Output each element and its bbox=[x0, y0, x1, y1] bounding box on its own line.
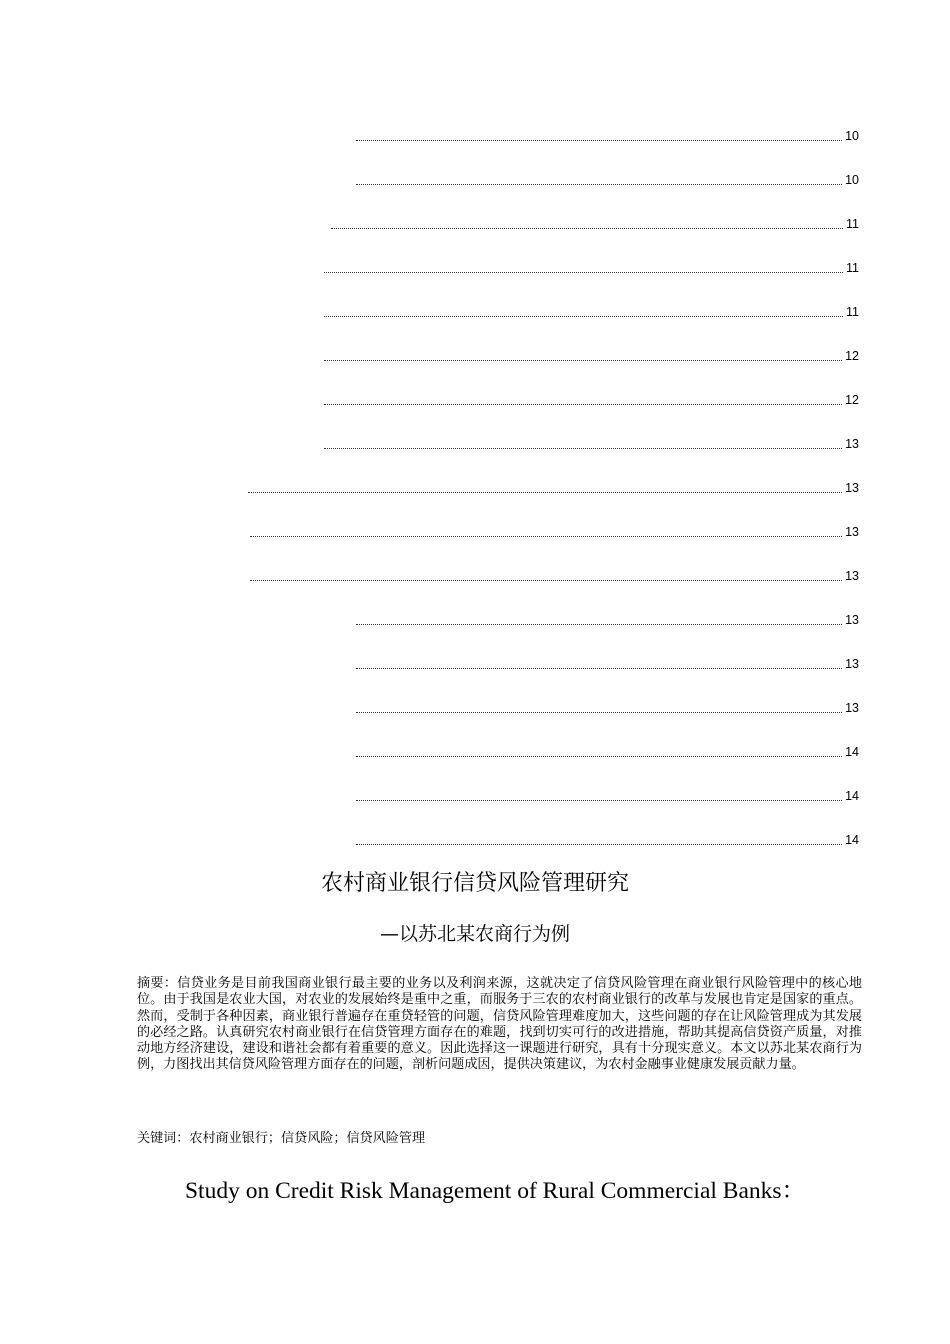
abstract-paragraph bbox=[137, 976, 862, 1074]
toc-page-number: 14 bbox=[845, 833, 859, 847]
toc-leader-dots bbox=[250, 536, 842, 537]
document-title: 农村商业银行信贷风险管理研究 bbox=[320, 871, 629, 896]
toc-page-number: 13 bbox=[845, 701, 859, 715]
toc-leader-dots bbox=[324, 316, 843, 317]
toc-leader-dots bbox=[356, 140, 842, 141]
toc-page-number: 12 bbox=[845, 349, 859, 363]
toc-leader-dots bbox=[356, 184, 842, 185]
toc-leader-dots bbox=[324, 448, 842, 449]
toc-page-number: 13 bbox=[845, 437, 859, 451]
toc-entry[interactable] bbox=[356, 832, 859, 848]
toc-page-number: 13 bbox=[845, 657, 859, 671]
toc-entry[interactable] bbox=[356, 172, 859, 188]
toc-leader-dots bbox=[324, 404, 842, 405]
toc-entry[interactable] bbox=[248, 480, 859, 496]
toc-entry[interactable] bbox=[356, 700, 859, 716]
toc-leader-dots bbox=[356, 668, 842, 669]
toc-page-number: 13 bbox=[845, 613, 859, 627]
abstract-text: 信贷业务是目前我国商业银行最主要的业务以及利润来源，这就决定了信贷风险管理在商业银行风险管理中的核心地位。由于我国是农业大国，对农业的发展始终是重中之重，而服务于三农的农村商业银行的改革与发展也肯定是国家的重点。然而，受制于各种因素，商业银行普遍存在重贷轻管的问题，信贷风险管理难度加大，这些问题的存在让风险管理成为其发展的必经之路。认真研究农村商业银行在信贷管理方面存在的难题，找到切实可行的改进措施，帮助其提高信贷资产质量，对推动地方经济建设，建设和谐社会都有着重要的意义。因此选择这一课题进行研究，具有十分现实意义。本文以苏北某农商行为例，力图找出其信贷风险管理方面存在的问题，剖析问题成因，提供决策建议，为农村金融事业健康发展贡献力量。 bbox=[137, 976, 862, 1073]
toc-entry[interactable] bbox=[356, 656, 859, 672]
toc-page-number: 12 bbox=[845, 393, 859, 407]
toc-entry[interactable] bbox=[324, 436, 859, 452]
toc-leader-dots bbox=[356, 624, 842, 625]
toc-page-number: 13 bbox=[845, 569, 859, 583]
toc-entry[interactable] bbox=[356, 788, 859, 804]
keywords-text: 农村商业银行；信贷风险；信贷风险管理 bbox=[189, 1131, 426, 1146]
toc-page-number: 11 bbox=[846, 261, 859, 275]
toc-leader-dots bbox=[356, 800, 842, 801]
toc-entry[interactable] bbox=[356, 128, 859, 144]
toc-page-number: 13 bbox=[845, 481, 859, 495]
toc-leader-dots bbox=[356, 844, 842, 845]
toc-entry[interactable] bbox=[250, 568, 859, 584]
abstract-label: 摘要： bbox=[137, 976, 178, 991]
toc-page-number: 11 bbox=[846, 217, 859, 231]
toc-leader-dots bbox=[356, 756, 842, 757]
toc-page-number: 14 bbox=[845, 745, 859, 759]
toc-page-number: 10 bbox=[845, 173, 859, 187]
document-subtitle: —以苏北某农商行为例 bbox=[379, 923, 570, 945]
toc-page-number: 10 bbox=[845, 129, 859, 143]
toc-entry[interactable] bbox=[356, 744, 859, 760]
toc-entry[interactable] bbox=[250, 524, 859, 540]
toc-entry[interactable] bbox=[356, 612, 859, 628]
toc-entry[interactable] bbox=[324, 304, 859, 320]
toc-page-number: 11 bbox=[846, 305, 859, 319]
toc-leader-dots bbox=[331, 228, 843, 229]
toc-leader-dots bbox=[324, 272, 843, 273]
toc-entry[interactable] bbox=[324, 348, 859, 364]
keywords-line bbox=[137, 1131, 862, 1147]
toc-entry[interactable] bbox=[324, 392, 859, 408]
toc-leader-dots bbox=[248, 492, 842, 493]
toc-entry[interactable] bbox=[324, 260, 859, 276]
english-title: Study on Credit Risk Management of Rural Commercial Banks： bbox=[184, 1178, 806, 1204]
toc-page-number: 13 bbox=[845, 525, 859, 539]
toc-leader-dots bbox=[356, 712, 842, 713]
toc-leader-dots bbox=[324, 360, 842, 361]
toc-entry[interactable] bbox=[331, 216, 859, 232]
toc-page-number: 14 bbox=[845, 789, 859, 803]
toc-leader-dots bbox=[250, 580, 842, 581]
keywords-label: 关键词： bbox=[137, 1131, 190, 1146]
